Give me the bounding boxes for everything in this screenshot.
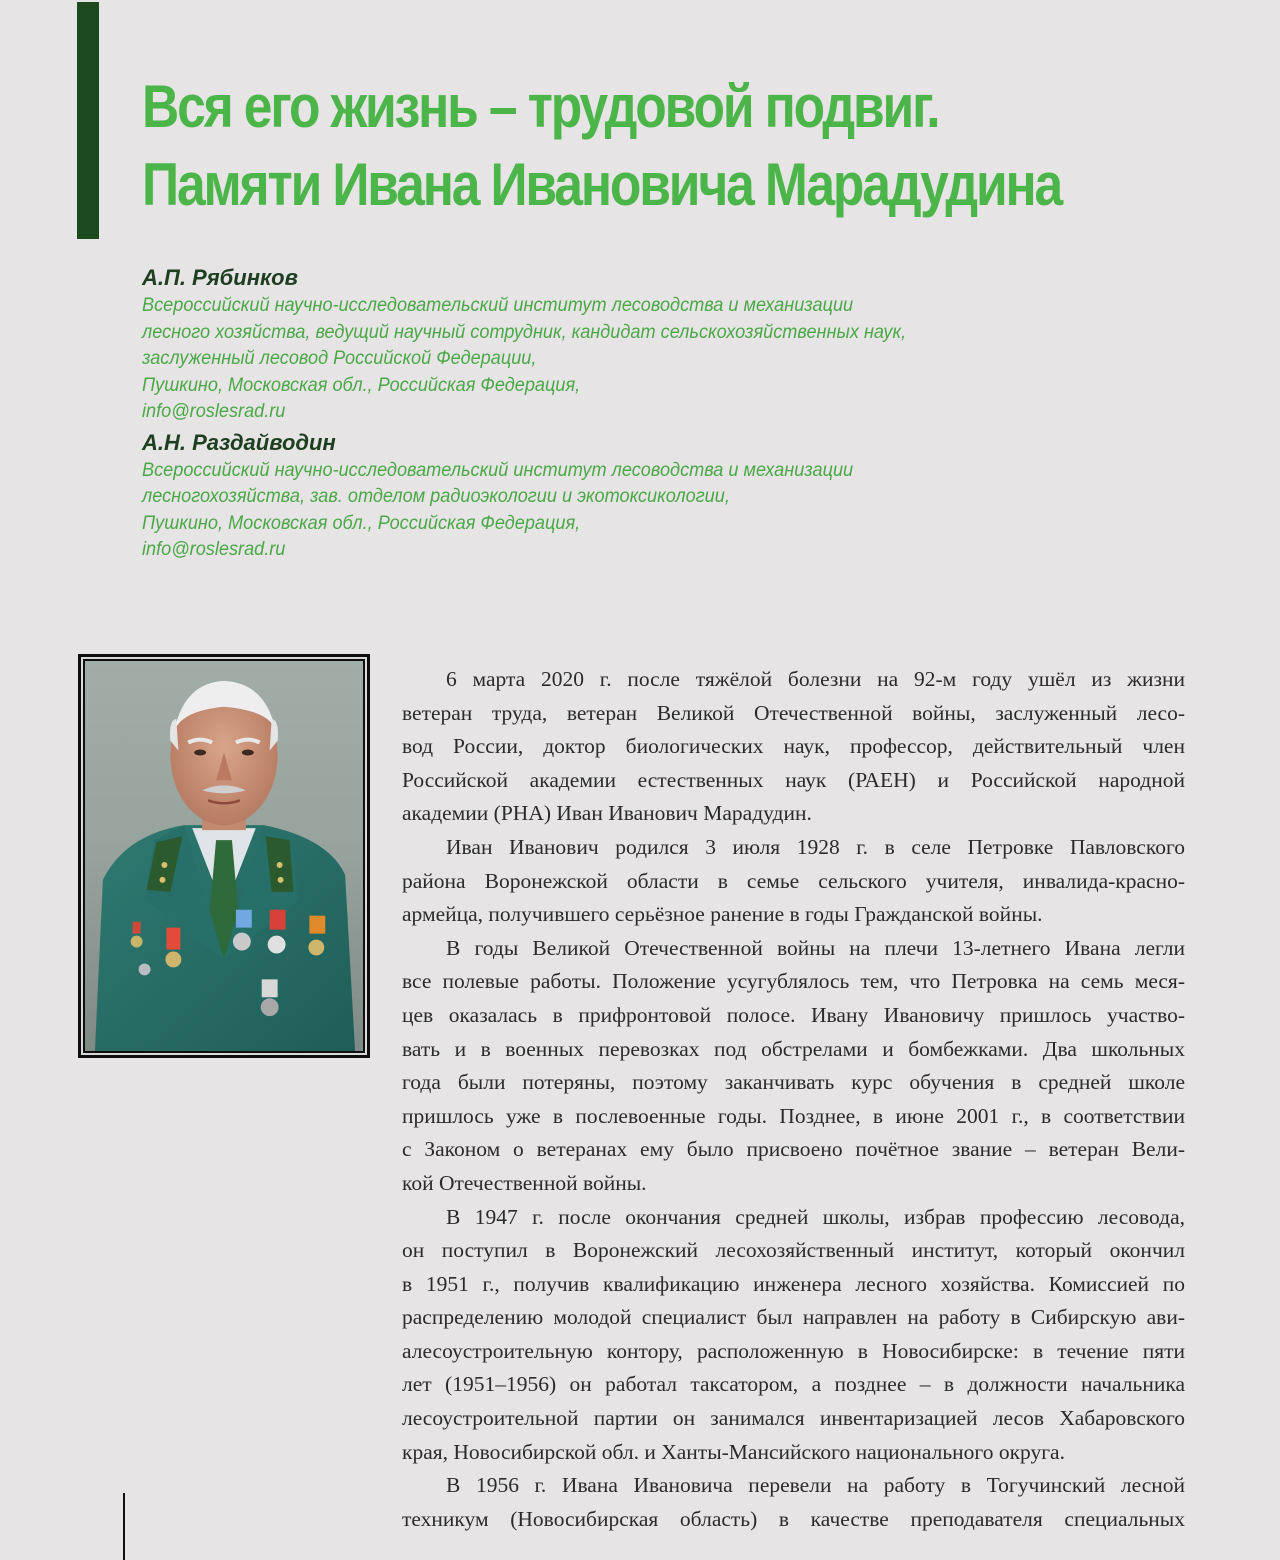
author-block (142, 264, 1142, 425)
text-line: он поступил в Воронежский лесохозяйственный институт, который окончил (402, 1238, 1185, 1263)
text-line: алесоустроительную контору, расположенную в Новосибирске: в течение пяти (402, 1338, 1185, 1363)
text-line: ветеран труда, ветеран Великой Отечественной войны, заслуженный лесо- (402, 700, 1185, 725)
text-line: лесоустроительной партии он занимался инвентаризацией лесов Хабаровского (402, 1406, 1185, 1431)
portrait-photo (83, 659, 365, 1053)
title-line-1: Вся его жизнь – трудовой подвиг. (142, 73, 939, 140)
accent-bar (77, 2, 99, 239)
text-line: края, Новосибирской обл. и Ханты-Мансийского национального округа. (402, 1439, 1065, 1464)
affiliation-line: Всероссийский научно-исследовательский институт лесоводства и механизации (142, 294, 854, 316)
paragraph (402, 663, 1185, 831)
text-line: распределению молодой специалист был направлен на работу в Сибирскую ави- (402, 1305, 1185, 1330)
author-email[interactable]: info@roslesrad.ru (142, 400, 286, 422)
article-body (402, 663, 1185, 1536)
affiliation-line: лесногохозяйства, зав. отделом радиоэкологии и экотоксикологии, (142, 485, 730, 507)
text-line: все полевые работы. Положение усугублялось тем, что Петровка на семь меся- (402, 969, 1185, 994)
text-line: армейца, получившего серьёзное ранение в годы Гражданской войны. (402, 902, 1043, 927)
text-line: лет (1951–1956) он работал таксатором, а позднее – в должности начальника (402, 1372, 1185, 1397)
text-line: с Законом о ветеранах ему было присвоено почётное звание – ветеран Вели- (402, 1137, 1185, 1162)
portrait-illustration (85, 661, 363, 1051)
text-line: вод России, доктор биологических наук, профессор, действительный член (402, 734, 1185, 759)
column-rule (123, 1493, 125, 1560)
authors-section (142, 264, 1142, 563)
author-email[interactable]: info@roslesrad.ru (142, 538, 286, 560)
text-line: года были потеряны, поэтому заканчивать курс обучения в средней школе (402, 1070, 1185, 1095)
paragraph (402, 1469, 1185, 1536)
text-line: кой Отечественной войны. (402, 1170, 647, 1195)
author-block (142, 429, 1142, 563)
article-title (142, 68, 1061, 224)
text-line: цев оказалась в прифронтовой полосе. Ивану Ивановичу пришлось участво- (402, 1002, 1185, 1027)
text-line: пришлось уже в послевоенные годы. Позднее, в июне 2001 г., в соответствии (402, 1103, 1185, 1128)
text-line: Иван Иванович родился 3 июля 1928 г. в селе Петровке Павловского (446, 834, 1185, 859)
affiliation-line: лесного хозяйства, ведущий научный сотрудник, кандидат сельскохозяйственных наук, (142, 320, 907, 343)
author-name: А.Н. Раздайводин (142, 429, 336, 455)
affiliation-line: Пушкино, Московская обл., Российская Федерация, (142, 511, 581, 534)
affiliation-line: Всероссийский научно-исследовательский институт лесоводства и механизации (142, 458, 854, 481)
affiliation-line: заслуженный лесовод Российской Федерации, (142, 347, 537, 369)
paragraph (402, 932, 1185, 1201)
text-line: техникум (Новосибирская область) в качестве преподавателя специальных (402, 1506, 1185, 1531)
text-line: В годы Великой Отечественной войны на плечи 13-летнего Ивана легли (446, 935, 1185, 960)
text-line: академии (РНА) Иван Иванович Марадудин. (402, 801, 812, 826)
text-line: Российской академии естественных наук (РАЕН) и Российской народной (402, 767, 1185, 792)
paragraph (402, 831, 1185, 932)
text-line: В 1947 г. после окончания средней школы, избрав профессию лесовода, (446, 1204, 1185, 1229)
paragraph (402, 1201, 1185, 1470)
portrait-frame (78, 654, 370, 1058)
text-line: в 1951 г., получив квалификацию инженера лесного хозяйства. Комиссией по (402, 1271, 1185, 1296)
text-line: вать и в военных перевозках под обстрелами и бомбежками. Два школьных (402, 1036, 1185, 1061)
text-line: района Воронежской области в семье сельского учителя, инвалида-красно- (402, 868, 1185, 893)
text-line: В 1956 г. Ивана Ивановича перевели на работу в Тогучинский лесной (446, 1473, 1185, 1498)
text-line: 6 марта 2020 г. после тяжёлой болезни на 92-м году ушёл из жизни (446, 667, 1185, 691)
affiliation-line: Пушкино, Московская обл., Российская Федерация, (142, 373, 581, 396)
title-line-2: Памяти Ивана Ивановича Марадудина (142, 151, 1062, 218)
author-name: А.П. Рябинков (142, 265, 298, 290)
